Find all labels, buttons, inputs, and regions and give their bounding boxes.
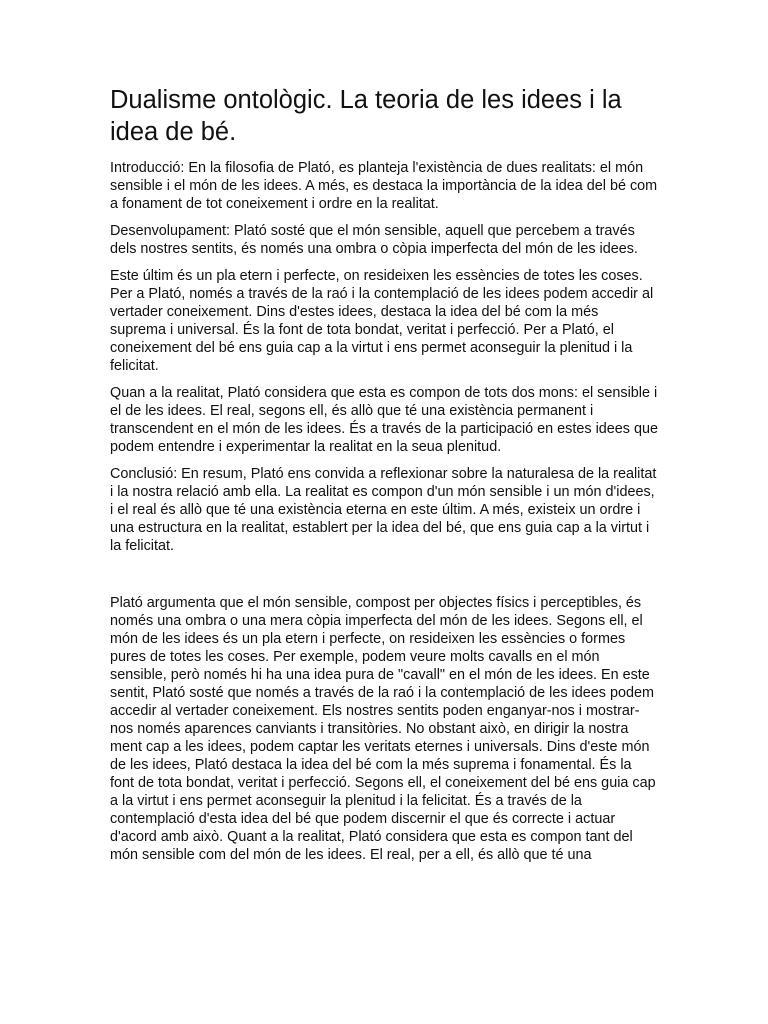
paragraph-reality: Quan a la realitat, Plató considera que esta es compon de tots dos mons: el sensible i el de les idees. El real, segons ell, és allò que té una existència permanent i transcendent en el món de les idees. És a través de la participació en estes idees que podem entendre i experimentar la realitat en la seua plenitud. <box>110 385 658 455</box>
document-title: Dualisme ontològic. La teoria de les idees i la idea de bé. <box>110 86 622 146</box>
paragraph-conclusion: Conclusió: En resum, Plató ens convida a reflexionar sobre la naturalesa de la realitat i la nostra relació amb ella. La realitat es compon d'un món sensible i un món d'idees, i el real és allò que té una existència eterna en este últim. A més, existeix un ordre i una estructura en la realitat, establert per la idea del bé, que ens guia cap a la virtut i la felicitat. <box>110 466 657 554</box>
paragraph-ideas-world: Este últim és un pla etern i perfecte, on resideixen les essències de totes les coses. Per a Plató, només a través de la raó i la contemplació de les idees podem accedir al vertader coneixement. Dins d'estes idees, destaca la idea del bé com la més suprema i universal. És la font de tota bondat, veritat i perfecció. Per a Plató, el coneixement del bé ens guia cap a la virtut i ens permet aconseguir la plenitud i la felicitat. <box>110 268 654 374</box>
section-spacer <box>110 564 658 594</box>
paragraph-introduction: Introducció: En la filosofia de Plató, es planteja l'existència de dues realitats: el món sensible i el món de les idees. A més, es destaca la importància de la idea del bé com a fonament de tot coneixement i ordre en la realitat. <box>110 160 658 212</box>
paragraph-body-text: Plató argumenta que el món sensible, compost per objectes físics i perceptibles, és només una ombra o una mera còpia imperfecta del món de les idees. Segons ell, el món de les idees és un pla etern i perfecte, on resideixen les essències o formes pures de totes les coses. Per exemple, podem veure molts cavalls en el món sensible, però només hi ha una idea pura de "cavall" en el món de les idees. En este sentit, Plató sosté que només a través de la raó i la contemplació de les idees podem accedir al vertader coneixement. Els nostres sentits poden enganyar-nos i mostrar-nos només aparences canviants i transitòries. No obstant això, en dirigir la nostra ment cap a les idees, podem captar les veritats eternes i universals. Dins d'este món de les idees, Plató destaca la idea del bé com la més suprema i fonamental. És la font de tota bondat, veritat i perfecció. Segons ell, el coneixement del bé ens guia cap a la virtut i ens permet aconseguir la plenitud i la felicitat. És a través de la contemplació d'esta idea del bé que podem discernir el que és correcte i actuar d'acord amb això. Quant a la realitat, Plató considera que esta es compon tant del món sensible com del món de les idees. El real, per a ell, és allò que té una <box>110 595 656 863</box>
document-page <box>110 84 658 873</box>
paragraph-development: Desenvolupament: Plató sosté que el món sensible, aquell que percebem a través dels nostres sentits, és només una ombra o còpia imperfecta del món de les idees. <box>110 223 638 257</box>
